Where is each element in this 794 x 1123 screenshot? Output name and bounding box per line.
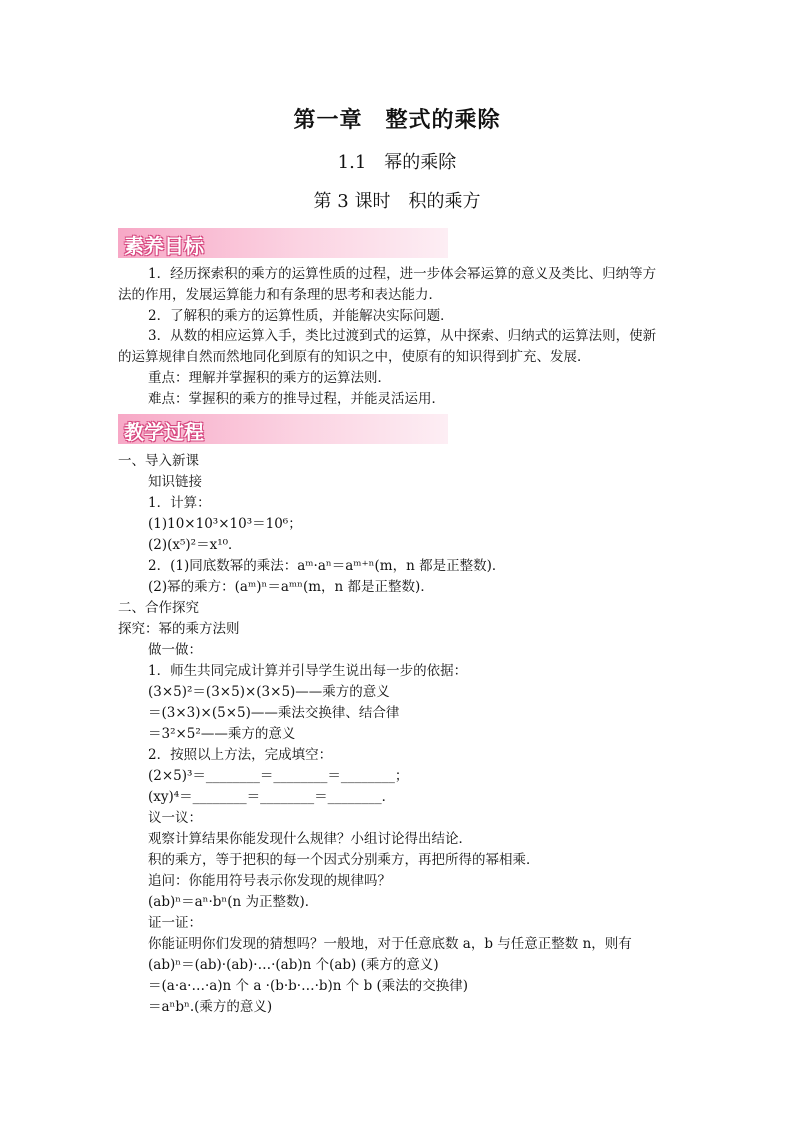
- fill-blank-1: (2×5)³＝________＝________＝________；: [148, 768, 409, 784]
- goals-banner-label: 素养目标: [124, 234, 204, 258]
- lesson-title: 第 3 课时 积的乘方: [313, 191, 481, 212]
- difficult-point: 难点：掌握积的乘方的推导过程，并能灵活运用．: [148, 391, 445, 407]
- section-intro-heading: 一、导入新课: [118, 453, 199, 469]
- review-rule-1: 2．(1)同底数幂的乘法：aᵐ·aⁿ＝aᵐ⁺ⁿ(m，n 都是正整数)．: [148, 558, 506, 574]
- example-line-1: (3×5)²＝(3×5)×(3×5)——乘方的意义: [148, 684, 390, 700]
- calc-item-1: (1)10×10³×10³＝10⁶；: [148, 516, 302, 532]
- goal-1-line-1: 1．经历探索积的乘方的运算性质的过程，进一步体会幂运算的意义及类比、归纳等方: [148, 266, 657, 282]
- section-title: 1.1 幂的乘除: [337, 152, 457, 173]
- proof-intro: 你能证明你们发现的猜想吗？一般地，对于任意底数 a，b 与任意正整数 n，则有: [148, 936, 632, 952]
- key-point: 重点：理解并掌握积的乘方的运算法则．: [148, 370, 391, 386]
- goals-banner: [118, 228, 448, 258]
- symbolic-rule: (ab)ⁿ＝aⁿ·bⁿ(n 为正整数)．: [148, 894, 319, 910]
- do-it-step-1: 1．师生共同完成计算并引导学生说出每一步的依据：: [148, 663, 468, 679]
- goal-2: 2．了解积的乘方的运算性质，并能解决实际问题．: [148, 308, 454, 324]
- prove-label: 证一证：: [148, 915, 202, 931]
- discuss-label: 议一议：: [148, 810, 202, 826]
- do-it-label: 做一做：: [148, 642, 202, 658]
- goal-3-line-1: 3．从数的相应运算入手，类比过渡到式的运算，从中探索、归纳式的运算法则，使新: [148, 328, 657, 344]
- proof-step-3: ＝aⁿbⁿ.(乘方的意义): [148, 999, 273, 1015]
- chapter-title: 第一章 整式的乘除: [293, 107, 501, 133]
- discuss-question: 观察计算结果你能发现什么规律？小组讨论得出结论．: [148, 831, 472, 847]
- example-line-3: ＝3²×5²——乘方的意义: [148, 726, 296, 742]
- example-line-2: ＝(3×3)×(5×5)——乘法交换律、结合律: [148, 705, 400, 721]
- process-banner: [118, 414, 448, 444]
- section-explore-heading: 二、合作探究: [118, 600, 199, 616]
- proof-step-1: (ab)ⁿ＝(ab)·(ab)·…·(ab)n 个(ab) (乘方的意义): [148, 957, 439, 973]
- product-power-rule: 积的乘方，等于把积的每一个因式分别乘方，再把所得的幂相乘．: [148, 852, 540, 868]
- knowledge-link: 知识链接: [148, 474, 202, 490]
- do-it-step-2: 2．按照以上方法，完成填空：: [148, 747, 333, 763]
- proof-step-2: ＝(a·a·…·a)n 个 a ·(b·b·…·b)n 个 b (乘法的交换律): [148, 978, 469, 994]
- explore-title: 探究：幂的乘方法则: [118, 621, 240, 637]
- goal-1-line-2: 法的作用，发展运算能力和有条理的思考和表达能力．: [118, 287, 442, 303]
- fill-blank-2: (xy)⁴＝________＝________＝________．: [148, 789, 396, 805]
- calc-item-2: (2)(x⁵)²＝x¹⁰．: [148, 537, 242, 553]
- goal-3-line-2: 的运算规律自然而然地同化到原有的知识之中，使原有的知识得到扩充、发展．: [118, 349, 591, 365]
- review-rule-2: (2)幂的乘方：(aᵐ)ⁿ＝aᵐⁿ(m，n 都是正整数)．: [148, 579, 434, 595]
- follow-up-question: 追问：你能用符号表示你发现的规律吗？: [148, 873, 391, 889]
- process-banner-label: 教学过程: [124, 420, 204, 444]
- calc-label: 1．计算：: [148, 495, 211, 511]
